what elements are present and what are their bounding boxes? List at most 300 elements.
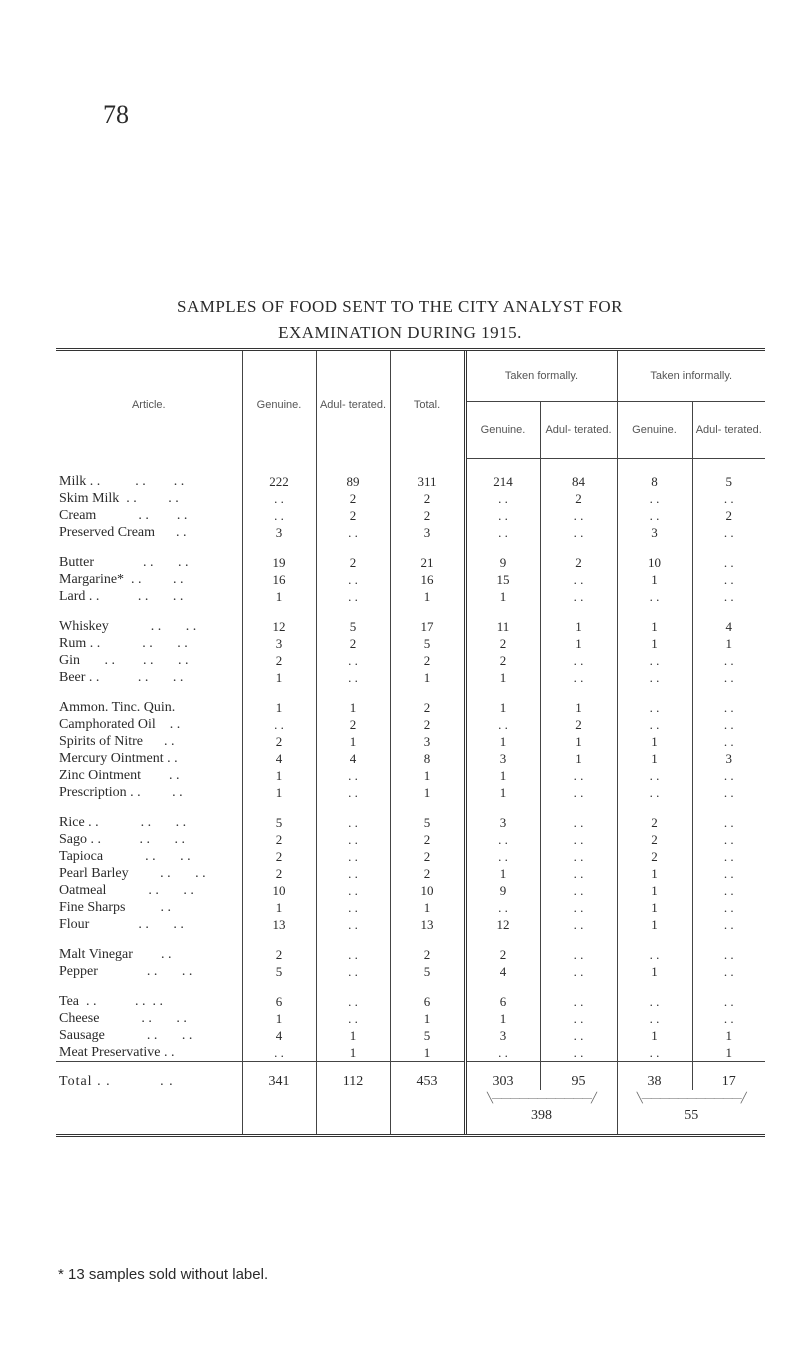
cell-informally-adulterated: . . bbox=[692, 814, 765, 831]
cell-adulterated: . . bbox=[316, 588, 390, 605]
cell-total: 1 bbox=[390, 784, 465, 801]
cell-total: 17 bbox=[390, 618, 465, 635]
cell-total: 8 bbox=[390, 750, 465, 767]
cell-adulterated: 1 bbox=[316, 1044, 390, 1062]
cell-formally-genuine: 1 bbox=[465, 784, 540, 801]
cell-formally-genuine: 214 bbox=[465, 459, 540, 491]
cell-informally-adulterated: . . bbox=[692, 882, 765, 899]
cell-adulterated: . . bbox=[316, 916, 390, 933]
cell-genuine: 4 bbox=[242, 1027, 316, 1044]
cell-formally-genuine: 1 bbox=[465, 767, 540, 784]
cell-formally-adulterated: 84 bbox=[540, 459, 617, 491]
formally-total bbox=[465, 1090, 617, 1136]
table-row bbox=[56, 831, 765, 848]
group-spacer bbox=[56, 686, 765, 699]
cell-total: 21 bbox=[390, 554, 465, 571]
table-row bbox=[56, 635, 765, 652]
cell-adulterated: 2 bbox=[316, 507, 390, 524]
cell-informally-genuine: 1 bbox=[617, 963, 692, 980]
cell-formally-genuine: 2 bbox=[465, 946, 540, 963]
article-name: Tea . . . . . . bbox=[59, 994, 164, 1009]
table-row bbox=[56, 1027, 765, 1044]
article-name: Beer . . . . . . bbox=[59, 670, 184, 685]
cell-formally-adulterated: . . bbox=[540, 865, 617, 882]
cell-informally-adulterated: . . bbox=[692, 588, 765, 605]
cell-formally-adulterated: . . bbox=[540, 946, 617, 963]
cell-total: 10 bbox=[390, 882, 465, 899]
table-row bbox=[56, 946, 765, 963]
cell-formally-genuine: 2 bbox=[465, 635, 540, 652]
cell-informally-adulterated: 1 bbox=[692, 635, 765, 652]
table-body bbox=[56, 459, 765, 1136]
table-row bbox=[56, 767, 765, 784]
cell-formally-genuine: 2 bbox=[465, 652, 540, 669]
page-title: SAMPLES OF FOOD SENT TO THE CITY ANALYST FOR bbox=[176, 297, 623, 316]
article-name: Zinc Ointment . . bbox=[59, 768, 180, 783]
samples-table-container bbox=[56, 348, 765, 1137]
cell-informally-genuine: . . bbox=[617, 993, 692, 1010]
cell-total: 5 bbox=[390, 1027, 465, 1044]
cell-genuine: . . bbox=[242, 1044, 316, 1062]
cell-genuine: 2 bbox=[242, 946, 316, 963]
total-formally-adulterated: 95 bbox=[540, 1062, 617, 1091]
cell-genuine: 2 bbox=[242, 652, 316, 669]
cell-total: 1 bbox=[390, 899, 465, 916]
cell-formally-genuine: . . bbox=[465, 899, 540, 916]
cell-formally-genuine: 1 bbox=[465, 699, 540, 716]
cell-informally-adulterated: . . bbox=[692, 524, 765, 541]
table-row bbox=[56, 459, 765, 491]
cell-adulterated: . . bbox=[316, 1010, 390, 1027]
article-name: Camphorated Oil . . bbox=[59, 717, 181, 732]
cell-formally-adulterated: . . bbox=[540, 963, 617, 980]
article-name: Milk . . . . . . bbox=[59, 473, 185, 489]
article-name: Butter . . . . bbox=[59, 555, 189, 570]
article-name: Flour . . . . bbox=[59, 917, 184, 932]
cell-genuine: 3 bbox=[242, 524, 316, 541]
cell-adulterated: . . bbox=[316, 669, 390, 686]
article-name: Pearl Barley . . . . bbox=[59, 866, 206, 881]
cell-adulterated: 2 bbox=[316, 554, 390, 571]
cell-formally-genuine: . . bbox=[465, 1044, 540, 1062]
cell-genuine: 3 bbox=[242, 635, 316, 652]
cell-genuine: 19 bbox=[242, 554, 316, 571]
cell-total: 2 bbox=[390, 946, 465, 963]
cell-informally-genuine: 1 bbox=[617, 733, 692, 750]
cell-informally-adulterated: . . bbox=[692, 767, 765, 784]
cell-total: 16 bbox=[390, 571, 465, 588]
cell-formally-adulterated: . . bbox=[540, 588, 617, 605]
cell-formally-genuine: 1 bbox=[465, 669, 540, 686]
cell-informally-genuine: 1 bbox=[617, 865, 692, 882]
cell-genuine: 2 bbox=[242, 848, 316, 865]
cell-informally-adulterated: 1 bbox=[692, 1044, 765, 1062]
header-article: Article. bbox=[56, 350, 242, 459]
cell-adulterated: . . bbox=[316, 652, 390, 669]
header-formally-genuine: Genuine. bbox=[465, 402, 540, 459]
cell-genuine: 2 bbox=[242, 733, 316, 750]
cell-formally-genuine: 3 bbox=[465, 1027, 540, 1044]
cell-formally-genuine: 6 bbox=[465, 993, 540, 1010]
cell-informally-adulterated: 2 bbox=[692, 507, 765, 524]
cell-genuine: 10 bbox=[242, 882, 316, 899]
cell-total: 2 bbox=[390, 507, 465, 524]
header-adulterated: Adul- terated. bbox=[316, 350, 390, 459]
cell-adulterated: . . bbox=[316, 831, 390, 848]
group-spacer bbox=[56, 541, 765, 554]
cell-adulterated: . . bbox=[316, 865, 390, 882]
group-spacer bbox=[56, 933, 765, 946]
cell-genuine: 12 bbox=[242, 618, 316, 635]
cell-adulterated: . . bbox=[316, 882, 390, 899]
cell-informally-adulterated: . . bbox=[692, 652, 765, 669]
cell-informally-adulterated: . . bbox=[692, 733, 765, 750]
header-formally-adulterated: Adul- terated. bbox=[540, 402, 617, 459]
cell-adulterated: 2 bbox=[316, 716, 390, 733]
informally-total-value: 55 bbox=[684, 1108, 699, 1123]
cell-genuine: 222 bbox=[242, 459, 316, 491]
article-name: Sago . . . . . . bbox=[59, 832, 185, 847]
cell-formally-adulterated: 1 bbox=[540, 699, 617, 716]
cell-genuine: . . bbox=[242, 716, 316, 733]
footnote: * 13 samples sold without label. bbox=[58, 1266, 269, 1283]
page-subtitle: EXAMINATION DURING 1915. bbox=[278, 323, 522, 342]
header-genuine: Genuine. bbox=[242, 350, 316, 459]
cell-total: 311 bbox=[390, 459, 465, 491]
cell-informally-adulterated: . . bbox=[692, 1010, 765, 1027]
cell-formally-adulterated: . . bbox=[540, 1027, 617, 1044]
table-row bbox=[56, 733, 765, 750]
cell-genuine: 1 bbox=[242, 588, 316, 605]
cell-formally-genuine: . . bbox=[465, 848, 540, 865]
article-name: Prescription . . . . bbox=[59, 785, 183, 800]
cell-informally-genuine: . . bbox=[617, 699, 692, 716]
cell-adulterated: 5 bbox=[316, 618, 390, 635]
cell-total: 3 bbox=[390, 524, 465, 541]
cell-total: 2 bbox=[390, 716, 465, 733]
article-name: Spirits of Nitre . . bbox=[59, 734, 175, 749]
cell-formally-adulterated: . . bbox=[540, 784, 617, 801]
total-total: 453 bbox=[390, 1062, 465, 1091]
article-name: Fine Sharps . . bbox=[59, 900, 171, 915]
cell-informally-genuine: 1 bbox=[617, 571, 692, 588]
total-formally-genuine: 303 bbox=[465, 1062, 540, 1091]
header-informally-adulterated: Adul- terated. bbox=[692, 402, 765, 459]
cell-total: 2 bbox=[390, 831, 465, 848]
table-row bbox=[56, 554, 765, 571]
cell-adulterated: . . bbox=[316, 993, 390, 1010]
article-name: Lard . . . . . . bbox=[59, 589, 184, 604]
cell-formally-genuine: 11 bbox=[465, 618, 540, 635]
cell-adulterated: . . bbox=[316, 899, 390, 916]
cell-adulterated: . . bbox=[316, 814, 390, 831]
article-name: Gin . . . . . . bbox=[59, 653, 189, 668]
cell-adulterated: 4 bbox=[316, 750, 390, 767]
cell-formally-adulterated: . . bbox=[540, 993, 617, 1010]
cell-genuine: 1 bbox=[242, 699, 316, 716]
cell-formally-adulterated: . . bbox=[540, 571, 617, 588]
article-name: Cheese . . . . bbox=[59, 1011, 187, 1026]
cell-adulterated: . . bbox=[316, 524, 390, 541]
cell-informally-genuine: 1 bbox=[617, 899, 692, 916]
cell-formally-genuine: 1 bbox=[465, 865, 540, 882]
cell-genuine: 2 bbox=[242, 865, 316, 882]
table-row bbox=[56, 652, 765, 669]
cell-formally-genuine: 9 bbox=[465, 882, 540, 899]
cell-total: 2 bbox=[390, 848, 465, 865]
cell-informally-genuine: 2 bbox=[617, 831, 692, 848]
cell-formally-adulterated: . . bbox=[540, 524, 617, 541]
cell-adulterated: . . bbox=[316, 946, 390, 963]
total-informally-adulterated: 17 bbox=[692, 1062, 765, 1091]
cell-formally-genuine: 12 bbox=[465, 916, 540, 933]
cell-informally-adulterated: . . bbox=[692, 848, 765, 865]
cell-formally-genuine: . . bbox=[465, 507, 540, 524]
article-name: Mercury Ointment . . bbox=[59, 751, 178, 766]
cell-adulterated: . . bbox=[316, 784, 390, 801]
cell-informally-adulterated: 1 bbox=[692, 1027, 765, 1044]
table-row bbox=[56, 588, 765, 605]
cell-formally-adulterated: . . bbox=[540, 669, 617, 686]
cell-informally-genuine: . . bbox=[617, 490, 692, 507]
page-number: 78 bbox=[103, 100, 129, 129]
cell-total: 1 bbox=[390, 669, 465, 686]
cell-formally-genuine: 4 bbox=[465, 963, 540, 980]
cell-formally-genuine: 15 bbox=[465, 571, 540, 588]
cell-adulterated: 2 bbox=[316, 490, 390, 507]
cell-informally-genuine: 1 bbox=[617, 882, 692, 899]
cell-adulterated: 89 bbox=[316, 459, 390, 491]
cell-genuine: . . bbox=[242, 507, 316, 524]
cell-informally-adulterated: . . bbox=[692, 865, 765, 882]
cell-genuine: 5 bbox=[242, 814, 316, 831]
table-row bbox=[56, 916, 765, 933]
cell-informally-genuine: 1 bbox=[617, 618, 692, 635]
cell-total: 5 bbox=[390, 814, 465, 831]
table-row bbox=[56, 669, 765, 686]
cell-informally-genuine: 1 bbox=[617, 635, 692, 652]
cell-formally-genuine: 1 bbox=[465, 733, 540, 750]
cell-total: 1 bbox=[390, 1044, 465, 1062]
total-genuine: 341 bbox=[242, 1062, 316, 1091]
group-totals-row bbox=[56, 1090, 765, 1136]
table-header bbox=[56, 350, 765, 459]
informally-total bbox=[617, 1090, 765, 1136]
header-informally-genuine: Genuine. bbox=[617, 402, 692, 459]
cell-informally-adulterated: . . bbox=[692, 554, 765, 571]
cell-formally-genuine: . . bbox=[465, 716, 540, 733]
article-name: Whiskey . . . . bbox=[59, 619, 197, 634]
cell-informally-genuine: . . bbox=[617, 767, 692, 784]
cell-total: 5 bbox=[390, 635, 465, 652]
cell-formally-adulterated: . . bbox=[540, 767, 617, 784]
cell-informally-adulterated: . . bbox=[692, 993, 765, 1010]
cell-informally-adulterated: 5 bbox=[692, 459, 765, 491]
formally-total-value: 398 bbox=[531, 1108, 552, 1123]
cell-informally-genuine: . . bbox=[617, 669, 692, 686]
cell-formally-adulterated: . . bbox=[540, 882, 617, 899]
cell-informally-adulterated: . . bbox=[692, 699, 765, 716]
cell-genuine: 5 bbox=[242, 963, 316, 980]
table-row bbox=[56, 716, 765, 733]
cell-informally-genuine: . . bbox=[617, 784, 692, 801]
table-row bbox=[56, 699, 765, 716]
cell-adulterated: . . bbox=[316, 571, 390, 588]
article-name: Rice . . . . . . bbox=[59, 815, 187, 830]
cell-informally-genuine: . . bbox=[617, 716, 692, 733]
cell-total: 1 bbox=[390, 588, 465, 605]
cell-genuine: 1 bbox=[242, 1010, 316, 1027]
table-row bbox=[56, 899, 765, 916]
cell-genuine: 1 bbox=[242, 767, 316, 784]
cell-adulterated: 1 bbox=[316, 733, 390, 750]
table-row bbox=[56, 993, 765, 1010]
cell-informally-adulterated: . . bbox=[692, 669, 765, 686]
cell-total: 2 bbox=[390, 865, 465, 882]
table-row bbox=[56, 571, 765, 588]
table-row bbox=[56, 1044, 765, 1062]
article-name: Skim Milk . . . . bbox=[59, 491, 179, 506]
cell-formally-adulterated: 2 bbox=[540, 716, 617, 733]
article-name: Oatmeal . . . . bbox=[59, 883, 194, 898]
cell-adulterated: . . bbox=[316, 963, 390, 980]
cell-formally-adulterated: . . bbox=[540, 507, 617, 524]
cell-genuine: 6 bbox=[242, 993, 316, 1010]
cell-genuine: 4 bbox=[242, 750, 316, 767]
table-row bbox=[56, 507, 765, 524]
cell-informally-genuine: 8 bbox=[617, 459, 692, 491]
cell-formally-genuine: . . bbox=[465, 524, 540, 541]
cell-adulterated: . . bbox=[316, 767, 390, 784]
cell-formally-adulterated: 1 bbox=[540, 750, 617, 767]
header-taken-informally: Taken informally. bbox=[617, 350, 765, 402]
table-row bbox=[56, 963, 765, 980]
table-row bbox=[56, 882, 765, 899]
cell-formally-genuine: 3 bbox=[465, 750, 540, 767]
cell-formally-adulterated: . . bbox=[540, 1010, 617, 1027]
cell-formally-adulterated: 2 bbox=[540, 554, 617, 571]
cell-genuine: 1 bbox=[242, 784, 316, 801]
table-row bbox=[56, 618, 765, 635]
table-row bbox=[56, 750, 765, 767]
table-row bbox=[56, 784, 765, 801]
cell-formally-adulterated: . . bbox=[540, 831, 617, 848]
article-name: Cream . . . . bbox=[59, 508, 188, 523]
cell-total: 3 bbox=[390, 733, 465, 750]
brace-informally: ╲———————————╱ bbox=[636, 1093, 746, 1104]
cell-formally-adulterated: . . bbox=[540, 1044, 617, 1062]
cell-formally-adulterated: 1 bbox=[540, 618, 617, 635]
cell-total: 2 bbox=[390, 652, 465, 669]
total-row bbox=[56, 1062, 765, 1091]
cell-total: 5 bbox=[390, 963, 465, 980]
article-name: Ammon. Tinc. Quin. bbox=[59, 700, 176, 715]
cell-genuine: 13 bbox=[242, 916, 316, 933]
cell-total: 6 bbox=[390, 993, 465, 1010]
cell-informally-adulterated: . . bbox=[692, 916, 765, 933]
cell-formally-adulterated: 1 bbox=[540, 635, 617, 652]
cell-formally-adulterated: . . bbox=[540, 652, 617, 669]
cell-informally-adulterated: 4 bbox=[692, 618, 765, 635]
cell-informally-adulterated: . . bbox=[692, 571, 765, 588]
table-row bbox=[56, 524, 765, 541]
cell-formally-genuine: 9 bbox=[465, 554, 540, 571]
table-row bbox=[56, 848, 765, 865]
cell-informally-genuine: 1 bbox=[617, 1027, 692, 1044]
cell-genuine: 1 bbox=[242, 899, 316, 916]
article-name: Malt Vinegar . . bbox=[59, 947, 172, 962]
cell-genuine: 2 bbox=[242, 831, 316, 848]
brace-formally: ╲———————————╱ bbox=[486, 1093, 597, 1104]
total-label: Total . . . . bbox=[56, 1062, 242, 1091]
cell-informally-genuine: 10 bbox=[617, 554, 692, 571]
cell-informally-adulterated: . . bbox=[692, 716, 765, 733]
cell-formally-genuine: . . bbox=[465, 490, 540, 507]
article-name: Rum . . . . . . bbox=[59, 636, 188, 651]
cell-adulterated: 1 bbox=[316, 1027, 390, 1044]
cell-informally-adulterated: . . bbox=[692, 831, 765, 848]
cell-formally-adulterated: . . bbox=[540, 848, 617, 865]
cell-informally-genuine: . . bbox=[617, 652, 692, 669]
cell-informally-adulterated: . . bbox=[692, 946, 765, 963]
cell-informally-adulterated: . . bbox=[692, 899, 765, 916]
cell-formally-adulterated: 1 bbox=[540, 733, 617, 750]
table-row bbox=[56, 865, 765, 882]
cell-informally-genuine: 1 bbox=[617, 750, 692, 767]
cell-adulterated: 1 bbox=[316, 699, 390, 716]
cell-total: 13 bbox=[390, 916, 465, 933]
cell-informally-genuine: 2 bbox=[617, 848, 692, 865]
cell-formally-genuine: 1 bbox=[465, 1010, 540, 1027]
article-name: Preserved Cream . . bbox=[59, 525, 187, 540]
article-name: Tapioca . . . . bbox=[59, 849, 191, 864]
article-name: Sausage . . . . bbox=[59, 1028, 193, 1043]
article-name: Meat Preservative . . bbox=[59, 1045, 175, 1060]
cell-informally-genuine: . . bbox=[617, 588, 692, 605]
cell-formally-adulterated: . . bbox=[540, 814, 617, 831]
cell-total: 2 bbox=[390, 490, 465, 507]
cell-informally-genuine: . . bbox=[617, 1010, 692, 1027]
table-row bbox=[56, 1010, 765, 1027]
cell-genuine: . . bbox=[242, 490, 316, 507]
article-name: Pepper . . . . bbox=[59, 964, 193, 979]
cell-total: 1 bbox=[390, 767, 465, 784]
header-taken-formally: Taken formally. bbox=[465, 350, 617, 402]
cell-informally-adulterated: . . bbox=[692, 784, 765, 801]
total-adulterated: 112 bbox=[316, 1062, 390, 1091]
cell-informally-genuine: 3 bbox=[617, 524, 692, 541]
cell-genuine: 1 bbox=[242, 669, 316, 686]
group-spacer bbox=[56, 605, 765, 618]
cell-formally-genuine: 1 bbox=[465, 588, 540, 605]
cell-formally-adulterated: 2 bbox=[540, 490, 617, 507]
cell-total: 1 bbox=[390, 1010, 465, 1027]
cell-informally-genuine: . . bbox=[617, 1044, 692, 1062]
cell-informally-genuine: 1 bbox=[617, 916, 692, 933]
group-spacer bbox=[56, 980, 765, 993]
cell-formally-adulterated: . . bbox=[540, 899, 617, 916]
cell-informally-adulterated: . . bbox=[692, 490, 765, 507]
cell-formally-genuine: . . bbox=[465, 831, 540, 848]
header-total: Total. bbox=[390, 350, 465, 459]
group-spacer bbox=[56, 801, 765, 814]
table-row bbox=[56, 814, 765, 831]
cell-genuine: 16 bbox=[242, 571, 316, 588]
cell-informally-adulterated: . . bbox=[692, 963, 765, 980]
total-informally-genuine: 38 bbox=[617, 1062, 692, 1091]
samples-table bbox=[56, 348, 765, 1137]
cell-adulterated: 2 bbox=[316, 635, 390, 652]
